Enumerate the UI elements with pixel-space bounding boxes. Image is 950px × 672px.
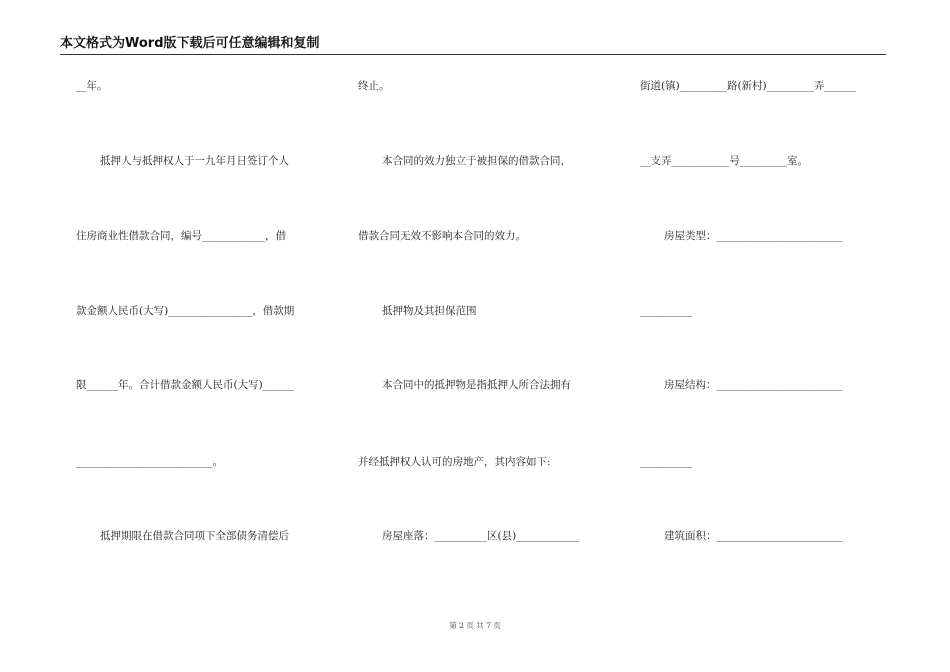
text-line: 本合同中的抵押物是指抵押人所合法拥有 (382, 379, 571, 391)
text-line: 房屋结构：________________________ (664, 379, 843, 391)
document-header (60, 36, 886, 55)
text-line: 限______年。合计借款金额人民币(大写)______ (76, 379, 295, 391)
text-line: 街道(镇)_________路(新村)_________弄______ (640, 80, 856, 92)
text-line: 终止。 (358, 80, 390, 92)
text-line: 住房商业性借款合同，编号____________，借 (76, 230, 286, 242)
text-line: 抵押物及其担保范围 (382, 305, 477, 317)
text-line: 建筑面积：________________________ (664, 530, 843, 542)
text-line: 房屋类型：________________________ (664, 230, 843, 242)
text-line: __年。 (76, 80, 108, 92)
text-line: 并经抵押权人认可的房地产，其内容如下: (358, 456, 551, 468)
text-line: 抵押人与抵押权人于一九年月日签订个人 (100, 155, 289, 167)
text-line: __________ (640, 305, 693, 317)
header-title: 本文格式为Word版下载后可任意编辑和复制 (60, 36, 320, 51)
text-line: __________ (640, 456, 693, 468)
text-line: __支弄___________号_________室。 (640, 155, 808, 167)
text-line: 本合同的效力独立于被担保的借款合同， (382, 155, 571, 167)
text-line: 抵押期限在借款合同项下全部债务清偿后 (100, 530, 289, 542)
text-line: __________________________。 (76, 456, 223, 468)
text-line: 借款合同无效不影响本合同的效力。 (358, 230, 526, 242)
page-number: 第 2 页 共 7 页 (449, 621, 501, 630)
text-line: 房屋座落：__________区(县)____________ (382, 530, 580, 542)
text-line: 款金额人民币(大写)________________，借款期 (76, 305, 295, 317)
